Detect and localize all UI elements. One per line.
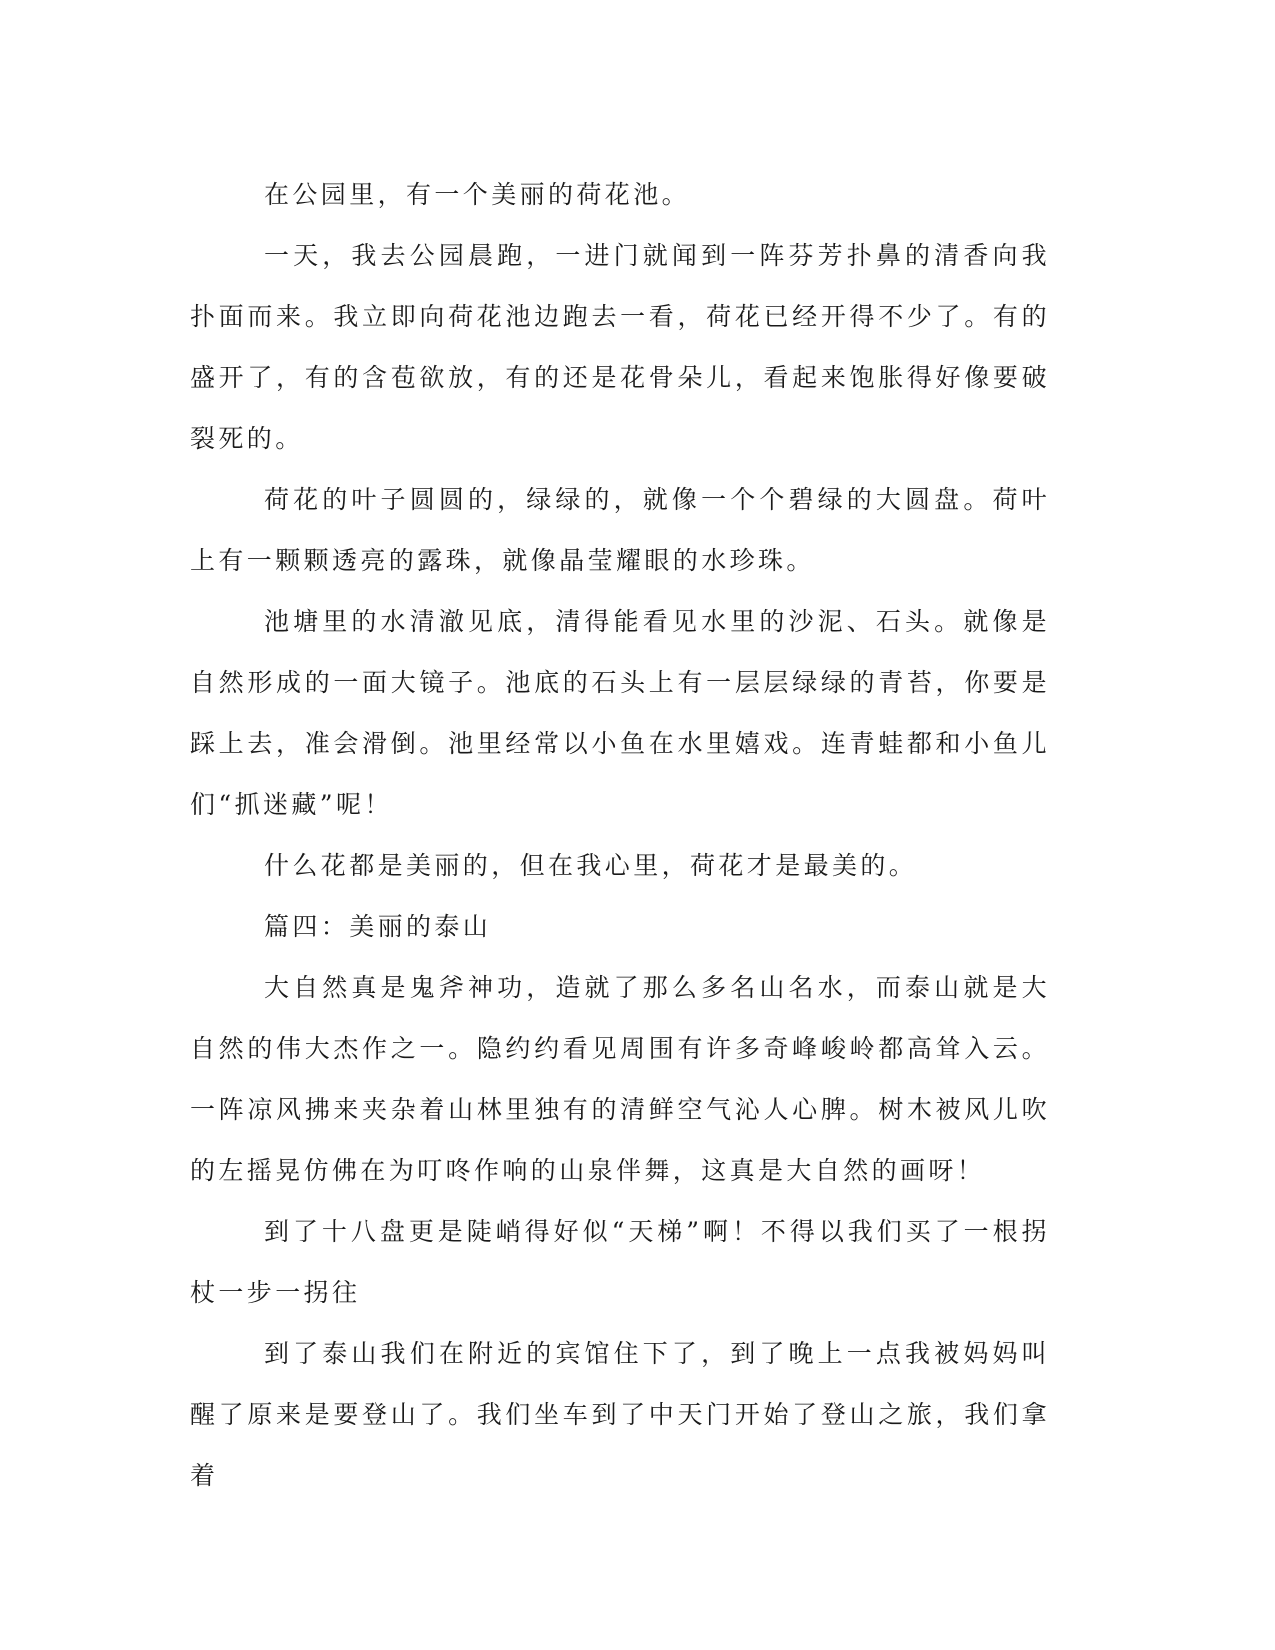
- paragraph-taishan-nature: 大自然真是鬼斧神功，造就了那么多名山名水，而泰山就是大自然的伟大杰作之一。隐约约看见周围有许多奇峰峻岭都高耸入云。一阵凉风拂来夹杂着山林里独有的清鲜空气沁人心脾。树木被风儿吹的左摇晃仿佛在为叮咚作响的山泉伴舞，这真是大自然的画呀！: [190, 973, 1050, 1185]
- paragraph-morning-run: 一天，我去公园晨跑，一进门就闻到一阵芬芳扑鼻的清香向我扑面而来。我立即向荷花池边跑去一看，荷花已经开得不少了。有的盛开了，有的含苞欲放，有的还是花骨朵儿，看起来饱胀得好像要破裂死的。: [190, 241, 1050, 453]
- paragraph-eighteen-bends: 到了十八盘更是陡峭得好似“天梯”啊！不得以我们买了一根拐杖一步一拐往: [190, 1217, 1050, 1307]
- section-heading-taishan: 篇四：美丽的泰山: [264, 912, 492, 941]
- paragraph-lotus-conclusion: 什么花都是美丽的，但在我心里，荷花才是最美的。: [264, 851, 918, 880]
- paragraph-clear-water: 池塘里的水清澈见底，清得能看见水里的沙泥、石头。就像是自然形成的一面大镜子。池底的石头上有一层层绿绿的青苔，你要是踩上去，准会滑倒。池里经常以小鱼在水里嬉戏。连青蛙都和小鱼儿们“抓迷藏”呢！: [190, 607, 1050, 819]
- paragraph-night-climb: 到了泰山我们在附近的宾馆住下了，到了晚上一点我被妈妈叫醒了原来是要登山了。我们坐车到了中天门开始了登山之旅，我们拿着: [190, 1339, 1050, 1490]
- document-body: [190, 164, 1050, 1506]
- paragraph-lotus-leaves: 荷花的叶子圆圆的，绿绿的，就像一个个碧绿的大圆盘。荷叶上有一颗颗透亮的露珠，就像晶莹耀眼的水珍珠。: [190, 485, 1050, 575]
- paragraph-lotus-pond-intro: 在公园里，有一个美丽的荷花池。: [264, 180, 691, 209]
